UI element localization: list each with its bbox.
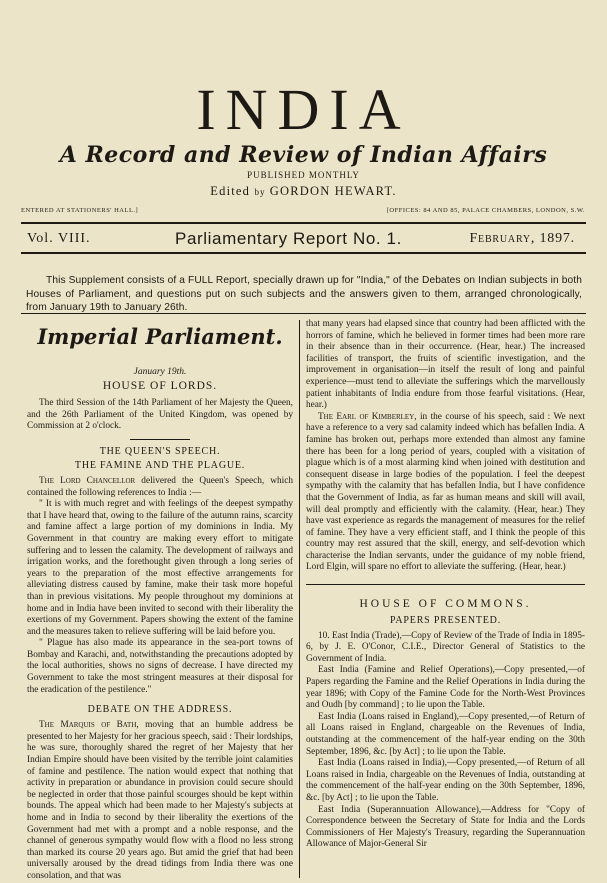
speaker-name: The Marquis of Bath,: [39, 720, 139, 731]
masthead-subtitle: A Record and Review of Indian Affairs: [59, 142, 548, 168]
right-column: [306, 319, 585, 851]
paragraph: The third Session of the 14th Parliament of her Majesty the Queen, and the 26th Parliament of the United Kingdom, was opened by Commission at 2 o'clock.: [27, 398, 293, 432]
edited-prefix: Edited: [210, 184, 251, 198]
published-monthly: PUBLISHED MONTHLY: [247, 170, 360, 180]
editor-name: GORDON HEWART.: [269, 184, 397, 198]
paragraph: East India (Loans raised in England),—Copy presented,—of Return of all Loans raised in England, chargeable on the Revenues of India, outstanding at the commencement of the half-year ending on the 30th September, 1896, &c. [by Act] ; to lie upon the Table.: [306, 711, 585, 757]
section-rule: [306, 584, 585, 585]
offices-notice: [OFFICES: 84 AND 85, PALACE CHAMBERS, LONDON, S.W.: [386, 207, 585, 214]
section-heading: DEBATE ON THE ADDRESS.: [87, 704, 233, 716]
supplement-notice: This Supplement consists of a FULL Report, specially drawn up for "India," of the Debates on Indian subjects in both Houses of Parliament, and questions put on such subjects and the answers given to them, arranged chronologically, from January 19th to January 26th.: [26, 275, 582, 314]
column-divider: [299, 320, 300, 878]
speaker-name: The Lord Chancellor: [39, 475, 136, 486]
paragraph: 10. East India (Trade),—Copy of Review of the Trade of India in 1895-6, by J. E. O'Conor, C.I.E., Director General of Statistics to the Government of India.: [306, 630, 585, 664]
issue-date: February, 1897.: [469, 231, 575, 246]
house-of-commons-heading: HOUSE OF COMMONS.: [359, 598, 532, 611]
section-heading: PAPERS PRESENTED.: [389, 614, 502, 626]
edited-by-line: [0, 184, 607, 199]
paragraph: [306, 412, 585, 574]
entered-notice: ENTERED AT STATIONERS' HALL.]: [21, 207, 139, 214]
paragraph-text: moving that an humble address be presented to her Majesty for her gracious speech, said : Their lordships, he was sure, thoroughly shared the regret of her Majesty that her Indian Empire should have been visited by the terrible joint calamities of famine and pestilence. The nation would expect that nothing that activity in preparation or abundance in provision could secure should be neglected in order that those painful scourges should be kept within bounds. The appeal which had been made to her Majesty's subjects at home and in India to second by their liberality the exertions of the Government had met with a prompt and a noble response, and the channel of generous sympathy would flow with a flood no less strong than marked its course 20 years ago. But amid the grief that had been universally aroused by the dread tidings from India there was one consolation, and that was: [27, 720, 294, 881]
masthead-title: INDIA: [196, 77, 411, 142]
paragraph: [27, 476, 293, 499]
left-column: [27, 325, 293, 883]
edited-by-word: by: [254, 187, 266, 197]
house-of-lords-heading: HOUSE OF LORDS.: [102, 379, 218, 392]
paragraph: [27, 720, 293, 882]
paragraph: " Plague has also made its appearance in the sea-port towns of Bombay and Karachi, and, notwithstanding the precautions adopted by the local authorities, shows no signs of decrease. I have directed my Government to take the most stringent measures at their disposal for the eradication of the pestilence.": [27, 638, 293, 695]
masthead-rule-top: [21, 222, 586, 224]
masthead-rule-bottom: [21, 252, 586, 254]
section-heading: THE FAMINE AND THE PLAGUE.: [74, 459, 246, 471]
paragraph: that many years had elapsed since that country had been afflicted with the horrors of famine, which he believed in former times had been more rare in their absence than in their occurrence. (Hear, hear.) The increased facilities of transport, the fruits of scientific investigation, and the improvement in organisation—in itself the result of long and painful experience—must tend to alleviate the sufferings which the marvellously patient inhabitants of India endure from those fearful visitations. (Hear, hear.): [306, 319, 585, 411]
imperial-parliament-heading: Imperial Parliament.: [37, 324, 283, 349]
dateline: January 19th.: [133, 367, 187, 377]
paragraph: East India (Loans raised in India),—Copy presented,—of Return of all Loans raised in India, chargeable on the Revenues of India, outstanding at the commencement of the half-year ending on the 30th September, 1896, &c. [by Act] ; to lie upon the Table.: [306, 758, 585, 803]
report-title: Parliamentary Report No. 1.: [175, 229, 402, 248]
paragraph: East India (Famine and Relief Operations),—Copy presented,—of Papers regarding the Famine and the Relief Operations in India during the year 1896; with Copy of the Famine Code for the North-West Provinces and Oudh [by command] ; to lie upon the Table.: [306, 665, 585, 711]
volume-number: Vol. VIII.: [27, 231, 91, 246]
paragraph-text: delivered the Queen's Speech, which contained the following references to India :—: [27, 475, 293, 498]
body-rule: [21, 313, 586, 314]
section-rule: [130, 439, 190, 440]
section-heading: THE QUEEN'S SPEECH.: [99, 445, 221, 457]
paragraph: " It is with much regret and with feelings of the deepest sympathy that I have heard that, owing to the failure of the autumn rains, scarcity and famine affect a large portion of my dominions in India. My Government in that country are making every effort to mitigate suffering and to lessen the calamity. The development of railways and irrigation works, and the forethought given through a long series of years to the preparation of the most effective arrangements for alleviating distress caused by famine, make their task more hopeful than in previous visitations. My people throughout my dominions at home and in India have been invited to second with their liberality the exertions of my Government. Papers showing the extent of the famine and the measures taken to relieve suffering will be laid before you.: [27, 499, 293, 637]
paragraph-text: in the course of his speech, said : We next have a reference to a very sad calamity indeed which has befallen India. A famine has broken out, perhaps more extended than almost any famine there has been for a long period of years, coupled with a visitation of plague which is of a most alarming kind when joined with destitution and consequent disease in large bodies of the population. I feel the deepest sympathy with the calamity that has befallen India, but I have confidence that the Government of India, as far as human means and skill will avail, will deal promptly and efficiently with the calamity. (Hear, hear.) They have vast experience as regards the management of measures for the relief of famine. They have a very efficient staff, and I think the people of this country may rest assured that the skill, energy, and self-devotion which characterise the Indian servants, under the guidance of my noble friend, Lord Elgin, will spare no effort to alleviate the suffering. (Hear, hear.): [306, 411, 585, 573]
speaker-name: The Earl of Kimberley,: [318, 411, 417, 422]
paragraph: East India (Superannuation Allowance),—Address for "Copy of Correspondence between the Secretary of State for India and the Lords Commissioners of Her Majesty's Treasury, regarding the Superannuation Allowance of Major-General Sir: [306, 804, 585, 850]
issue-row: [27, 228, 575, 250]
